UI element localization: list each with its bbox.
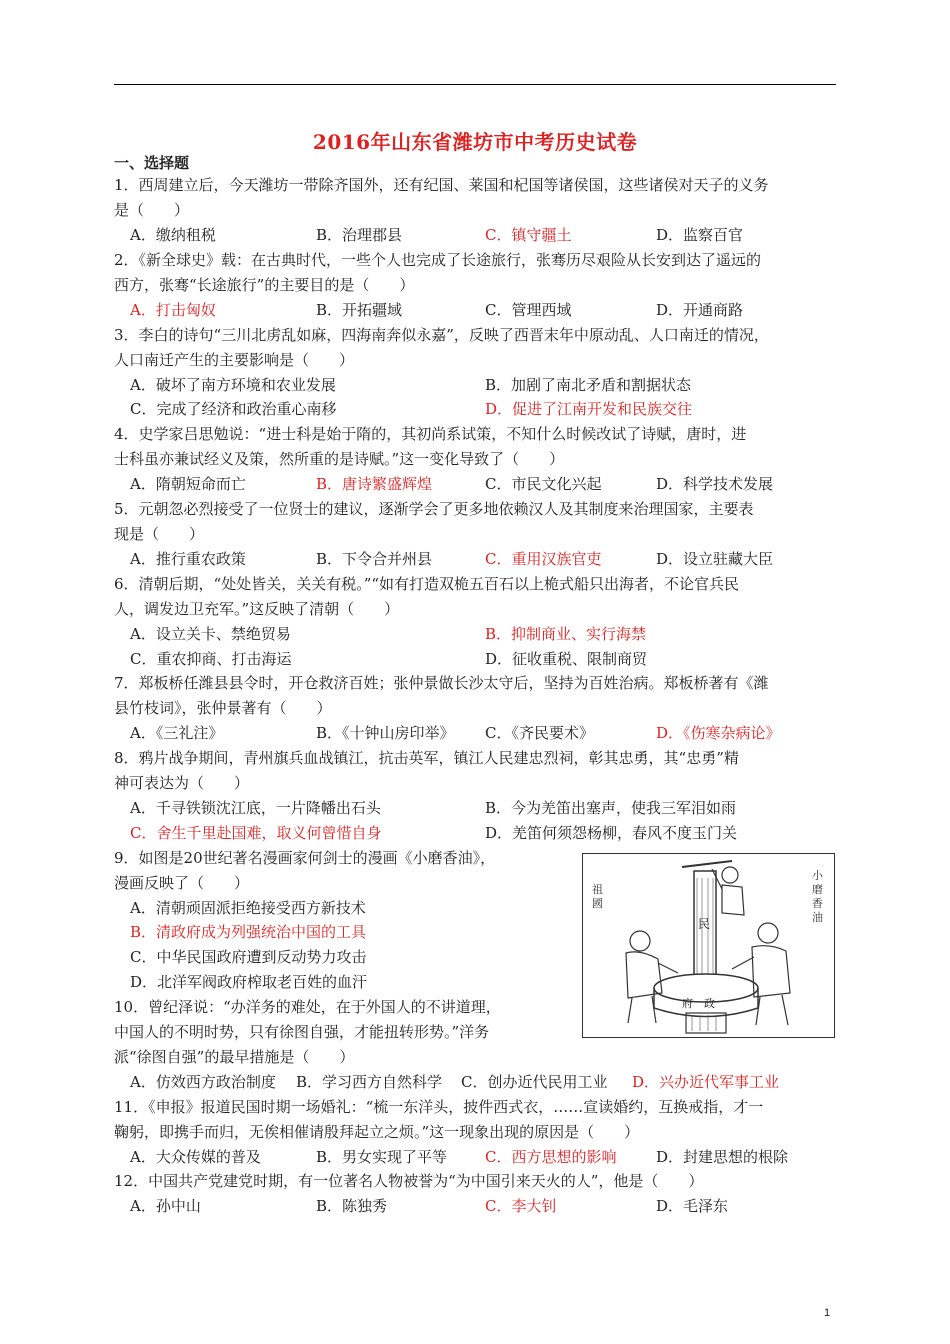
cartoon-label-center: 民 (698, 917, 711, 931)
q8-option-c-answer: C．舍生千里赴国难，取义何曾惜自身 (130, 824, 382, 842)
q2-option-a-answer: A．打击匈奴 (130, 301, 216, 319)
question-4-line-2: 士科虽亦兼试经义及策，然所重的是诗赋。”这一变化导致了（ ） (114, 450, 565, 468)
q10-option-a: A．仿效西方政治制度 (130, 1073, 276, 1091)
cartoon-title-char-4: 油 (812, 911, 823, 924)
q9-option-c: C．中华民国政府遭到反动势力攻击 (130, 948, 367, 966)
question-6-line-1: 6．清朝后期，“处处皆关，关关有税。”“如有打造双桅五百石以上桅式船只出海者，不论官兵民 (114, 575, 740, 593)
q11-option-b: B．男女实现了平等 (316, 1148, 448, 1166)
q6-option-c: C．重农抑商、打击海运 (130, 650, 292, 668)
q2-option-d: D．开通商路 (656, 301, 744, 319)
question-5-line-1: 5．元朝忽必烈接受了一位贤士的建议，逐渐学会了更多地依赖汉人及其制度来治理国家，主要表 (114, 500, 754, 518)
cartoon-label-left-1: 祖 (592, 883, 603, 896)
q6-option-b-answer: B．抑制商业、实行海禁 (485, 625, 647, 643)
cartoon-drawing (582, 853, 835, 1038)
q12-option-a: A．孙中山 (130, 1197, 201, 1215)
question-6-line-2: 人，调发边卫充军。”这反映了清朝（ ） (114, 600, 400, 618)
question-10-line-2: 中国人的不明时势，只有徐图自强，才能扭转形势。”洋务 (114, 1023, 490, 1041)
q11-option-c-answer: C．西方思想的影响 (485, 1148, 617, 1166)
question-11-line-1: 11．《申报》报道民国时期一场婚礼：“梳一东洋头，披件西式衣，……宣读婚约，互换戒指，才一 (114, 1098, 764, 1116)
q5-option-c-answer: C．重用汉族官吏 (485, 550, 602, 568)
question-9-line-1: 9．如图是20世纪著名漫画家何剑士的漫画《小磨香油》， (114, 849, 496, 867)
q2-option-c: C．管理西域 (485, 301, 572, 319)
q7-option-a: A．《三礼注》 (130, 724, 224, 742)
cartoon-label-millstone: 府 政 (682, 997, 715, 1010)
q3-option-b: B．加剧了南北矛盾和割据状态 (485, 376, 692, 394)
page-title: 2016年山东省潍坊市中考历史试卷 (312, 130, 638, 154)
q9-option-a: A．清朝顽固派拒绝接受西方新技术 (130, 899, 366, 917)
question-11-line-2: 鞠躬，即携手而归，无俟相催请殷拜起立之烦。”这一现象出现的原因是（ ） (114, 1123, 640, 1141)
q8-option-a: A．千寻铁锁沈江底，一片降幡出石头 (130, 799, 381, 817)
q6-option-d: D．征收重税、限制商贸 (485, 650, 648, 668)
question-7-line-2: 县竹枝词》，张仲景著有（ ） (114, 699, 332, 717)
q1-option-c-answer: C．镇守疆土 (485, 226, 572, 244)
cartoon-title-char-2: 磨 (812, 883, 823, 896)
q11-option-d: D．封建思想的根除 (656, 1148, 789, 1166)
q5-option-b: B．下令合并州县 (316, 550, 433, 568)
q12-option-c-answer: C．李大钊 (485, 1197, 557, 1215)
q10-option-d-answer: D．兴办近代军事工业 (632, 1073, 780, 1091)
q6-option-a: A．设立关卡、禁绝贸易 (130, 625, 291, 643)
section-heading: 一、选择题 (114, 154, 190, 172)
question-10-line-1: 10．曾纪泽说：“办洋务的难处，在于外国人的不讲道理， (114, 998, 501, 1016)
question-12-line-1: 12．中国共产党建党时期，有一位著名人物被誉为“为中国引来天火的人”，他是（ ） (114, 1172, 704, 1190)
q11-option-a: A．大众传媒的普及 (130, 1148, 261, 1166)
question-2-line-1: 2．《新全球史》载：在古典时代，一些个人也完成了长途旅行，张骞历尽艰险从长安到达了遥远的 (114, 251, 762, 269)
q4-option-d: D．科学技术发展 (656, 475, 774, 493)
cartoon-title-char-1: 小 (812, 869, 823, 882)
q12-option-b: B．陈独秀 (316, 1197, 388, 1215)
page-number: 1 (824, 1307, 831, 1319)
cartoon-xiaomo-xiangyou (582, 853, 835, 1038)
q3-option-c: C．完成了经济和政治重心南移 (130, 400, 337, 418)
question-10-line-3: 派“徐图自强”的最早措施是（ ） (114, 1048, 355, 1066)
q7-option-c: C．《齐民要术》 (485, 724, 594, 742)
question-7-line-1: 7．郑板桥任潍县县令时，开仓救济百姓；张仲景做长沙太守后，坚持为百姓治病。郑板桥著有《潍 (114, 674, 769, 692)
q1-option-a: A．缴纳租税 (130, 226, 216, 244)
cartoon-title-char-3: 香 (812, 897, 823, 910)
question-1-line-2: 是（ ） (114, 201, 190, 219)
cartoon-label-left-2: 國 (592, 897, 603, 910)
q4-option-b-answer: B．唐诗繁盛辉煌 (316, 475, 433, 493)
question-1-line-1: 1．西周建立后，今天潍坊一带除齐国外，还有纪国、莱国和杞国等诸侯国，这些诸侯对天子的义务 (114, 176, 769, 194)
q10-option-b: B．学习西方自然科学 (296, 1073, 443, 1091)
q10-option-c: C．创办近代民用工业 (461, 1073, 608, 1091)
question-8-line-2: 神可表达为（ ） (114, 774, 250, 792)
question-9-line-2: 漫画反映了（ ） (114, 874, 250, 892)
q1-option-d: D．监察百官 (656, 226, 744, 244)
question-4-line-1: 4．史学家吕思勉说：“进士科是始于隋的，其初尚系试策，不知什么时候改试了诗赋，唐时，进 (114, 425, 747, 443)
question-3-line-2: 人口南迁产生的主要影响是（ ） (114, 351, 355, 369)
q9-option-b-answer: B．清政府成为列强统治中国的工具 (130, 923, 367, 941)
q4-option-a: A．隋朝短命而亡 (130, 475, 246, 493)
q9-option-d: D．北洋军阀政府榨取老百姓的血汗 (130, 973, 368, 991)
q7-option-d-answer: D．《伤寒杂病论》 (656, 724, 781, 742)
q2-option-b: B．开拓疆域 (316, 301, 403, 319)
q3-option-a: A．破坏了南方环境和农业发展 (130, 376, 336, 394)
question-3-line-1: 3．李白的诗句“三川北虏乱如麻，四海南奔似永嘉”，反映了西晋末年中原动乱、人口南迁的情况， (114, 326, 769, 344)
q7-option-b: B．《十钟山房印举》 (316, 724, 455, 742)
q5-option-a: A．推行重农政策 (130, 550, 246, 568)
q8-option-d: D．羌笛何须怨杨柳，春风不度玉门关 (485, 824, 738, 842)
q8-option-b: B．今为羌笛出塞声，使我三军泪如雨 (485, 799, 737, 817)
header-rule (114, 84, 836, 85)
question-5-line-2: 现是（ ） (114, 525, 205, 543)
q12-option-d: D．毛泽东 (656, 1197, 729, 1215)
q1-option-b: B．治理郡县 (316, 226, 403, 244)
question-2-line-2: 西方，张骞“长途旅行”的主要目的是（ ） (114, 276, 415, 294)
q3-option-d-answer: D．促进了江南开发和民族交往 (485, 400, 693, 418)
question-8-line-1: 8．鸦片战争期间，青州旗兵血战镇江，抗击英军，镇江人民建忠烈祠，彰其忠勇，其“忠勇”精 (114, 749, 739, 767)
q5-option-d: D．设立驻藏大臣 (656, 550, 774, 568)
q4-option-c: C．市民文化兴起 (485, 475, 602, 493)
